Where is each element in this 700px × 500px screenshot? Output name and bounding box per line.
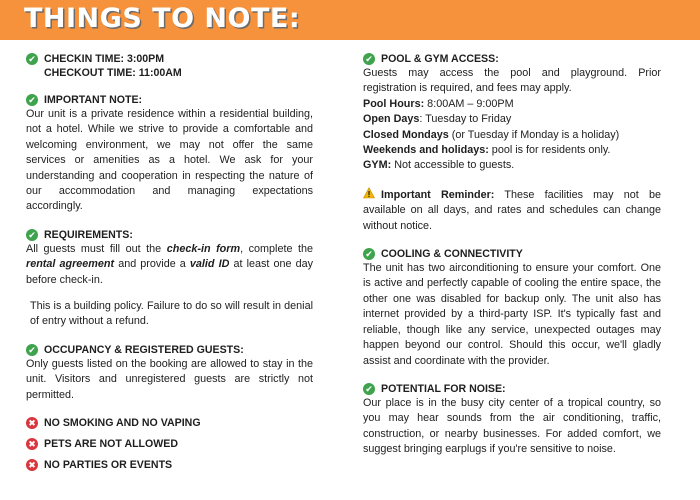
- important-note-body: Our unit is a private residence within a residential building, not a hotel. While we strive to provide a comfortable and welcoming environment, we may not offer the same services or amenities as a hotel. We ask for your understanding and cooperation in respecting the nature of our accommodation and managing expectations accordingly.: [26, 108, 313, 213]
- cross-circle-icon: ✖: [26, 459, 38, 471]
- check-circle-icon: ✔: [26, 344, 38, 356]
- rule-no-pets: PETS ARE NOT ALLOWED: [44, 438, 178, 451]
- check-circle-icon: ✔: [26, 53, 38, 65]
- cooling-body: The unit has two airconditioning to ensure your comfort. One is active and perfectly capable of cooling the entire space, the other one was disabled for backup only. The unit also has internet provided by a third-party ISP. It's typically fast and reliable, though like any service, unexpected outages may happen beyond our control. Should this occur, we'll gladly assist and coordinate with the provider.: [363, 262, 661, 367]
- house-rules-list: [26, 416, 313, 472]
- requirements-heading: REQUIREMENTS:: [44, 228, 133, 241]
- right-column: [363, 52, 661, 471]
- requirements-body: [26, 242, 313, 330]
- pool-hours: Pool Hours: 8:00AM – 9:00PM: [363, 97, 514, 110]
- rule-no-smoking: NO SMOKING AND NO VAPING: [44, 417, 201, 430]
- cooling-section: [363, 247, 661, 369]
- closed-days: Closed Mondays (or Tuesday if Monday is a holiday): [363, 128, 620, 141]
- noise-body: Our place is in the busy city center of a tropical country, so you may hear sounds from the air conditioning, traffic, construction, or nearby businesses. For added comfort, we suggest bringing earplugs if you're sensitive to noise.: [363, 396, 661, 456]
- noise-section: [363, 382, 661, 458]
- important-reminder: Important Reminder: These facilities may not be available on all days, and rates and schedules can change without notice.: [363, 188, 661, 232]
- rule-no-parties: NO PARTIES OR EVENTS: [44, 459, 173, 472]
- cooling-heading: COOLING & CONNECTIVITY: [381, 248, 523, 261]
- check-circle-icon: ✔: [363, 248, 375, 260]
- valid-id-text: valid ID: [189, 258, 230, 271]
- list-item: [26, 458, 313, 472]
- occupancy-section: [26, 343, 313, 403]
- weekends-holidays: Weekends and holidays: pool is for residents only.: [363, 144, 611, 157]
- list-item: [26, 437, 313, 451]
- noise-heading: POTENTIAL FOR NOISE:: [381, 382, 506, 395]
- check-in-form-text: check-in form: [166, 242, 241, 255]
- page-title: THINGS TO NOTE:: [24, 3, 301, 34]
- requirements-paragraph-2: This is a building policy. Failure to do so will result in denial of entry without a refund.: [30, 300, 313, 328]
- open-days: Open Days: Tuesday to Friday: [363, 113, 512, 126]
- check-circle-icon: ✔: [363, 53, 375, 65]
- requirements-paragraph-1: All guests must fill out the check-in form, complete the rental agreement and provide a valid ID at least one day before check-in.: [26, 242, 314, 286]
- header-banner: [0, 0, 700, 40]
- important-note-section: [26, 93, 313, 215]
- cross-circle-icon: ✖: [26, 417, 38, 429]
- rental-agreement-text: rental agreement: [26, 258, 115, 271]
- occupancy-body: Only guests listed on the booking are allowed to stay in the unit. Visitors and unregistered guests are strictly not permitted.: [26, 357, 313, 401]
- checkin-section: [26, 52, 313, 80]
- pool-gym-heading: POOL & GYM ACCESS:: [381, 53, 499, 65]
- pool-gym-body: Guests may access the pool and playground. Prior registration is required, and fees may apply.: [363, 67, 661, 95]
- checkin-time: CHECKIN TIME: 3:00PM: [44, 53, 165, 65]
- important-note-heading: IMPORTANT NOTE:: [44, 94, 143, 106]
- list-item: [26, 416, 313, 430]
- check-circle-icon: ✔: [363, 383, 375, 395]
- check-circle-icon: ✔: [26, 94, 38, 106]
- cross-circle-icon: ✖: [26, 438, 38, 450]
- pool-gym-section: [363, 52, 661, 234]
- check-circle-icon: ✔: [26, 229, 38, 241]
- occupancy-heading: OCCUPANCY & REGISTERED GUESTS:: [44, 343, 244, 356]
- warning-icon: [363, 187, 375, 199]
- checkout-time: CHECKOUT TIME: 11:00AM: [44, 67, 182, 79]
- requirements-section: [26, 228, 313, 330]
- left-column: [26, 52, 313, 479]
- gym-access: GYM: Not accessible to guests.: [363, 159, 515, 172]
